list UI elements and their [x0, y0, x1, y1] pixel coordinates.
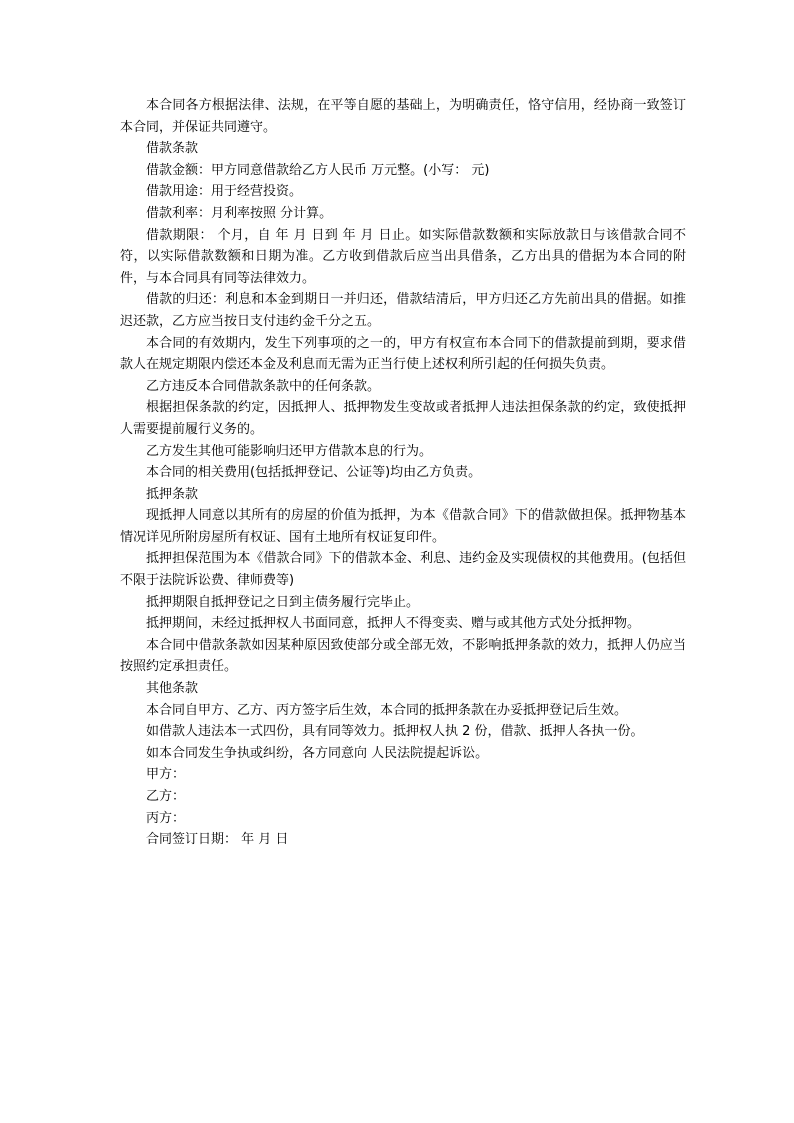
mortgage-object-clause: 现抵押人同意以其所有的房屋的价值为抵押，为本《借款合同》下的借款做担保。抵押物基本情况详见所附房屋所有权证、国有土地所有权证复印件。 [120, 508, 686, 545]
section-heading-other-terms: 其他条款 [146, 681, 199, 697]
breach-item-3: 乙方发生其他可能影响归还甲方借款本息的行为。 [146, 443, 433, 459]
fees-clause: 本合同的相关费用(包括抵押登记、公证等)均由乙方负责。 [146, 465, 482, 481]
section-heading-loan-terms: 借款条款 [146, 141, 199, 157]
loan-purpose-clause: 借款用途：用于经营投资。 [146, 184, 303, 200]
mortgage-period-clause: 抵押期限自抵押登记之日到主债务履行完毕止。 [146, 594, 420, 610]
section-heading-mortgage-terms: 抵押条款 [146, 486, 199, 502]
document-body [120, 95, 686, 851]
mortgage-disposal-clause: 抵押期间，未经过抵押权人书面同意，抵押人不得变卖、赠与或其他方式处分抵押物。 [146, 616, 641, 632]
loan-term-clause: 借款期限： 个月，自 年 月 日到 年 月 日止。如实际借款数额和实际放款日与该借款合同不符，以实际借款数额和日期为准。乙方收到借款后应当出具借条，乙方出具的借据为本合同的附件，与本合同具有同等法律效力。 [120, 227, 686, 286]
repayment-clause: 借款的归还：利息和本金到期日一并归还，借款结清后，甲方归还乙方先前出具的借据。如推迟还款，乙方应当按日支付违约金千分之五。 [120, 292, 686, 329]
breach-item-2: 根据担保条款的约定，因抵押人、抵押物发生变故或者抵押人违法担保条款的约定，致使抵押人需要提前履行义务的。 [120, 400, 686, 437]
party-c-signature-line: 丙方： [146, 810, 186, 826]
loan-amount-clause: 借款金额：甲方同意借款给乙方人民币 万元整。(小写： 元) [146, 162, 490, 178]
effectiveness-clause: 本合同自甲方、乙方、丙方签字后生效，本合同的抵押条款在办妥抵押登记后生效。 [146, 702, 628, 718]
party-b-signature-line: 乙方： [146, 789, 186, 804]
breach-item-1: 乙方违反本合同借款条款中的任何条款。 [146, 378, 381, 394]
mortgage-scope-clause: 抵押担保范围为本《借款合同》下的借款本金、利息、违约金及实现债权的其他费用。(包括但不限于法院诉讼费、律师费等) [120, 551, 686, 589]
copies-clause: 如借款人违法本一式四份，具有同等效力。抵押权人执 2 份，借款、抵押人各执一份。 [146, 724, 644, 740]
mortgage-validity-clause: 本合同中借款条款如因某种原因致使部分或全部无效，不影响抵押条款的效力，抵押人仍应当按照约定承担责任。 [120, 637, 686, 675]
signing-date-line: 合同签订日期： 年 月 日 [146, 832, 289, 848]
early-maturity-clause: 本合同的有效期内，发生下列事项的之一的，甲方有权宣布本合同下的借款提前到期，要求借款人在规定期限内偿还本金及利息而无需为正当行使上述权利所引起的任何损失负责。 [120, 335, 686, 373]
party-a-signature-line: 甲方： [146, 767, 186, 783]
preamble-paragraph: 本合同各方根据法律、法规，在平等自愿的基础上，为明确责任，恪守信用，经协商一致签订本合同，并保证共同遵守。 [120, 98, 686, 135]
loan-rate-clause: 借款利率：月利率按照 分计算。 [146, 205, 333, 221]
dispute-clause: 如本合同发生争执或纠纷，各方同意向 人民法院提起诉讼。 [146, 745, 489, 761]
